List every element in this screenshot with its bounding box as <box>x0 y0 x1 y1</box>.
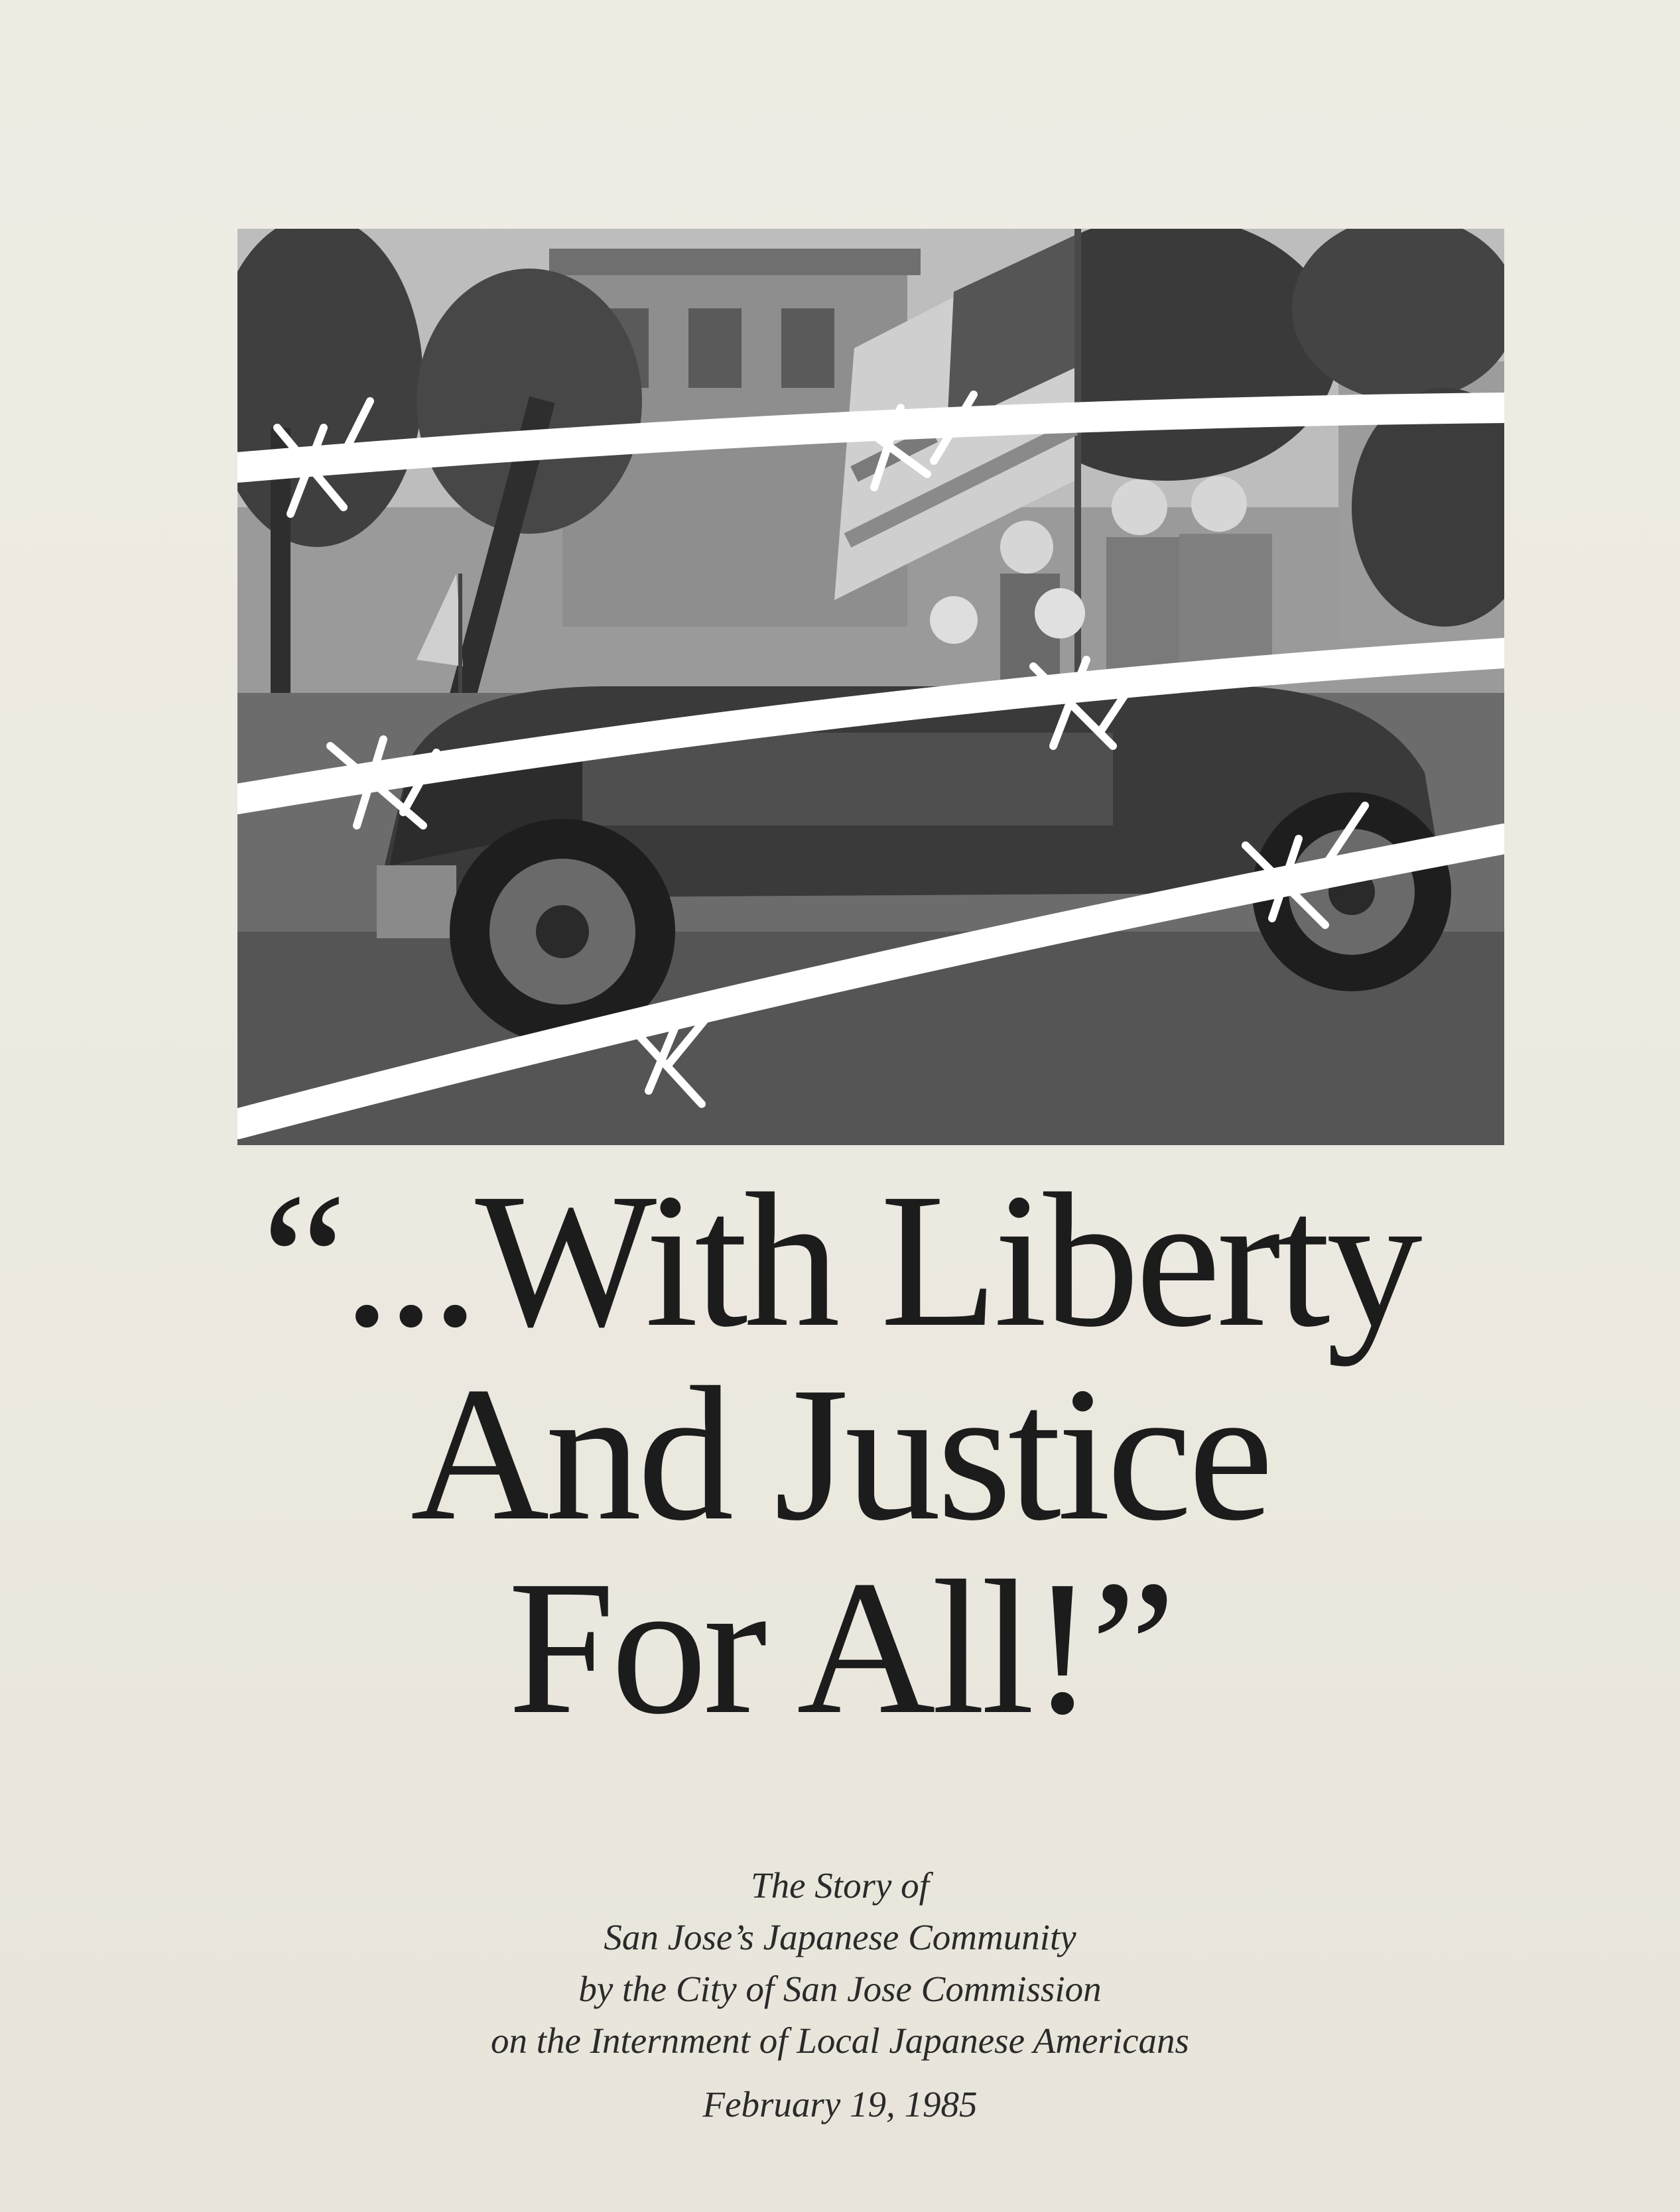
publication-date: February 19, 1985 <box>702 2084 978 2124</box>
subtitle-line-4: on the Internment of Local Japanese Americans <box>491 2020 1189 2061</box>
cover-photo <box>237 229 1504 1145</box>
subtitle-line-3: by the City of San Jose Commission <box>578 1969 1102 2009</box>
cover-title <box>199 1154 1481 1754</box>
cover-photo-illustration <box>237 229 1504 1145</box>
title-line-2: And Justice <box>410 1347 1270 1560</box>
cover-subtitle <box>265 1860 1415 2130</box>
title-line-1: “...With Liberty <box>261 1154 1419 1367</box>
subtitle-line-2: San Jose’s Japanese Community <box>604 1917 1076 1957</box>
subtitle-line-1: The Story of <box>751 1865 929 1906</box>
title-line-3: For All!” <box>507 1541 1173 1754</box>
